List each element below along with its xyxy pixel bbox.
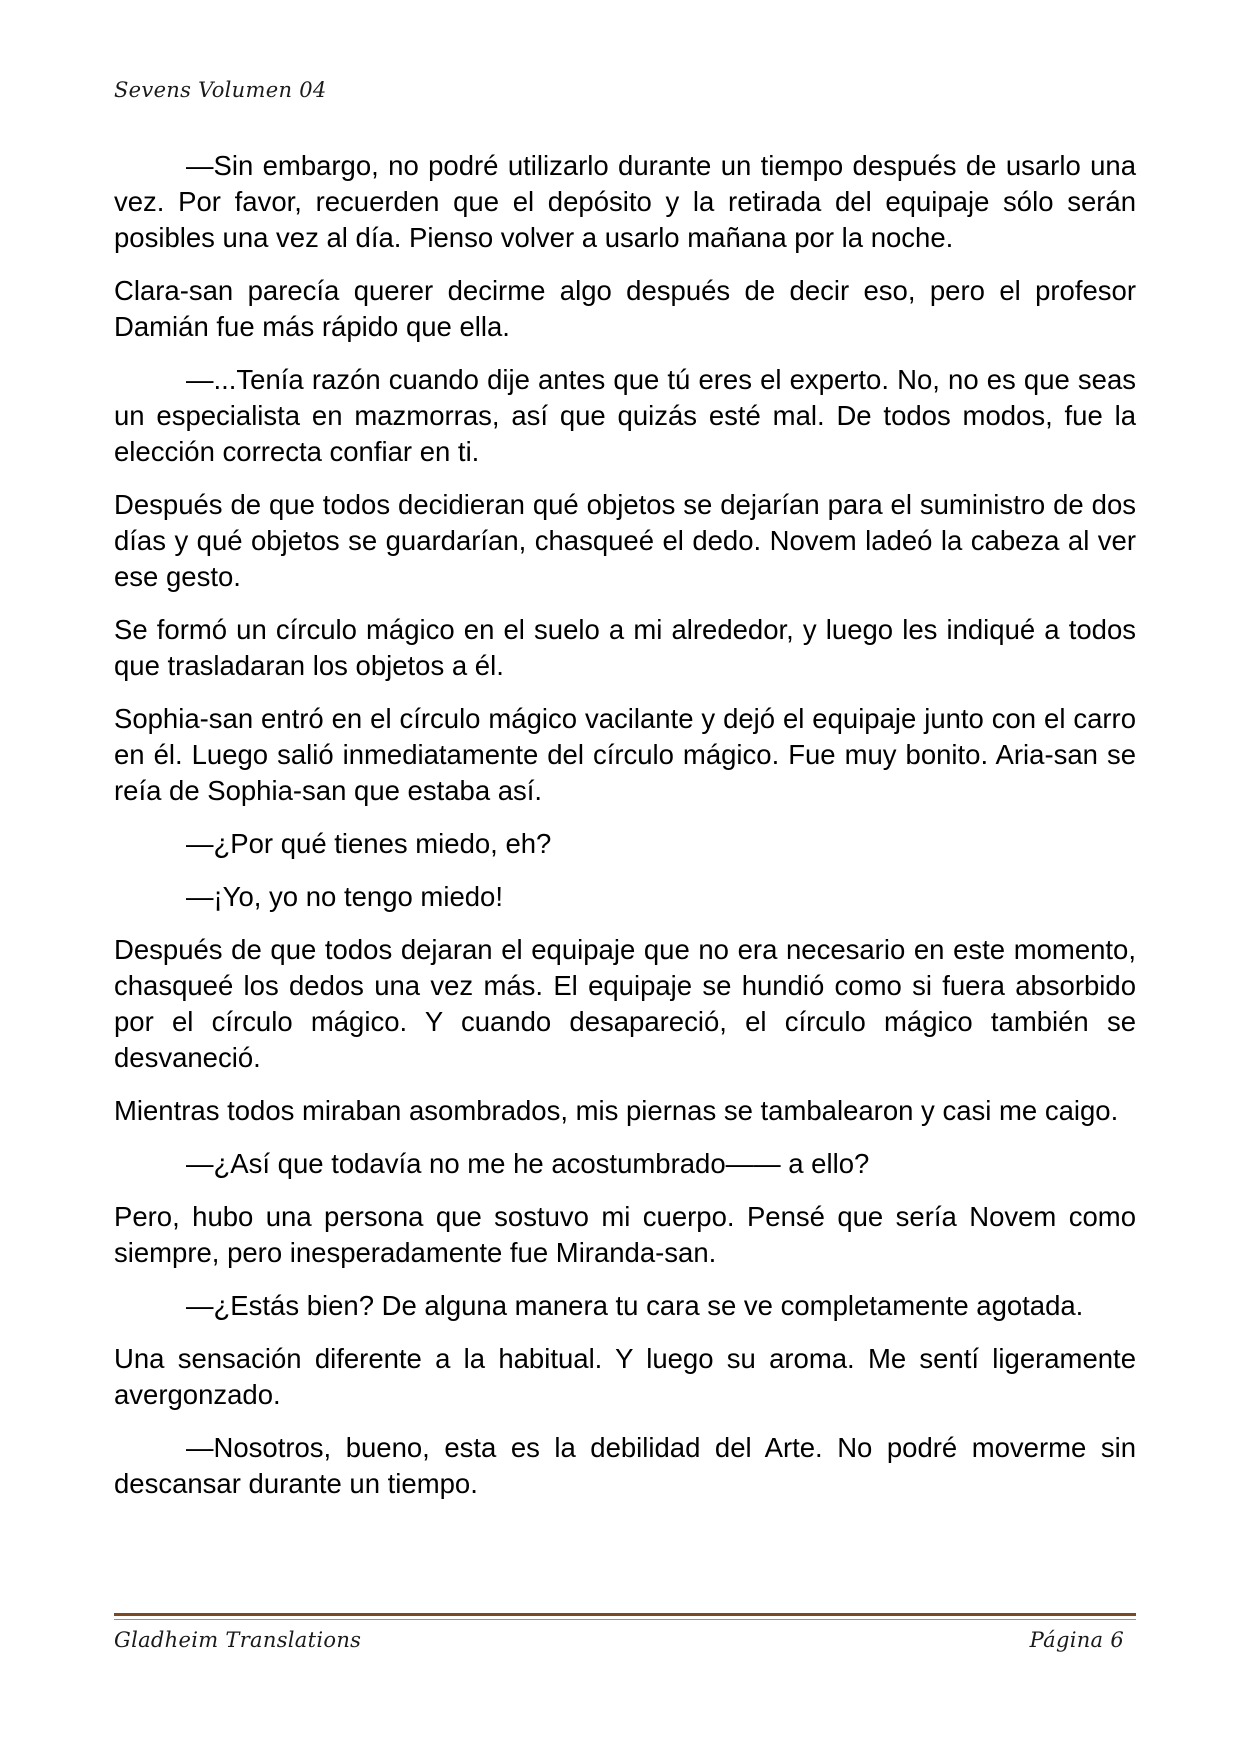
paragraph: —¿Así que todavía no me he acostumbrado—— a ello? [186, 1148, 870, 1179]
paragraph: Una sensación diferente a la habitual. Y luego su aroma. Me sentí ligeramente avergonzado. [114, 1343, 1136, 1410]
paragraph: —¿Por qué tienes miedo, eh? [186, 828, 552, 859]
paragraph: —Sin embargo, no podré utilizarlo durante un tiempo después de usarlo una vez. Por favor, recuerden que el depósito y la retirada del equipaje sólo serán posibles una vez al día. Pienso volver a usarlo mañana por la noche. [114, 150, 1136, 253]
paragraph: Se formó un círculo mágico en el suelo a mi alrededor, y luego les indiqué a todos que trasladaran los objetos a él. [114, 614, 1136, 681]
paragraph: Pero, hubo una persona que sostuvo mi cuerpo. Pensé que sería Novem como siempre, pero inesperadamente fue Miranda-san. [114, 1201, 1136, 1268]
paragraph: Clara-san parecía querer decirme algo después de decir eso, pero el profesor Damián fue más rápido que ella. [114, 275, 1136, 342]
paragraph: —...Tenía razón cuando dije antes que tú eres el experto. No, no es que seas un especialista en mazmorras, así que quizás esté mal. De todos modos, fue la elección correcta confiar en ti. [114, 364, 1136, 467]
footer-credit: Gladheim Translations [114, 1628, 362, 1652]
paragraph: Después de que todos decidieran qué objetos se dejarían para el suministro de dos días y qué objetos se guardarían, chasqueé el dedo. Novem ladeó la cabeza al ver ese gesto. [114, 489, 1136, 592]
paragraph: Después de que todos dejaran el equipaje que no era necesario en este momento, chasqueé los dedos una vez más. El equipaje se hundió como si fuera absorbido por el círculo mágico. Y cuando desapareció, el círculo mágico también se desvaneció. [114, 934, 1136, 1073]
running-header: Sevens Volumen 04 [114, 78, 327, 102]
paragraph: —¡Yo, yo no tengo miedo! [186, 881, 503, 912]
paragraph: —¿Estás bien? De alguna manera tu cara se ve completamente agotada. [186, 1290, 1084, 1321]
paragraph: Mientras todos miraban asombrados, mis piernas se tambalearon y casi me caigo. [114, 1095, 1119, 1126]
page-number: Página 6 [1029, 1628, 1124, 1652]
paragraph: —Nosotros, bueno, esta es la debilidad del Arte. No podré moverme sin descansar durante un tiempo. [114, 1432, 1136, 1499]
paragraph: Sophia-san entró en el círculo mágico vacilante y dejó el equipaje junto con el carro en él. Luego salió inmediatamente del círculo mágico. Fue muy bonito. Aria-san se reía de Sophia-san que estaba así. [114, 703, 1136, 806]
footer-divider [114, 1613, 1136, 1620]
page-body [114, 148, 1136, 1519]
